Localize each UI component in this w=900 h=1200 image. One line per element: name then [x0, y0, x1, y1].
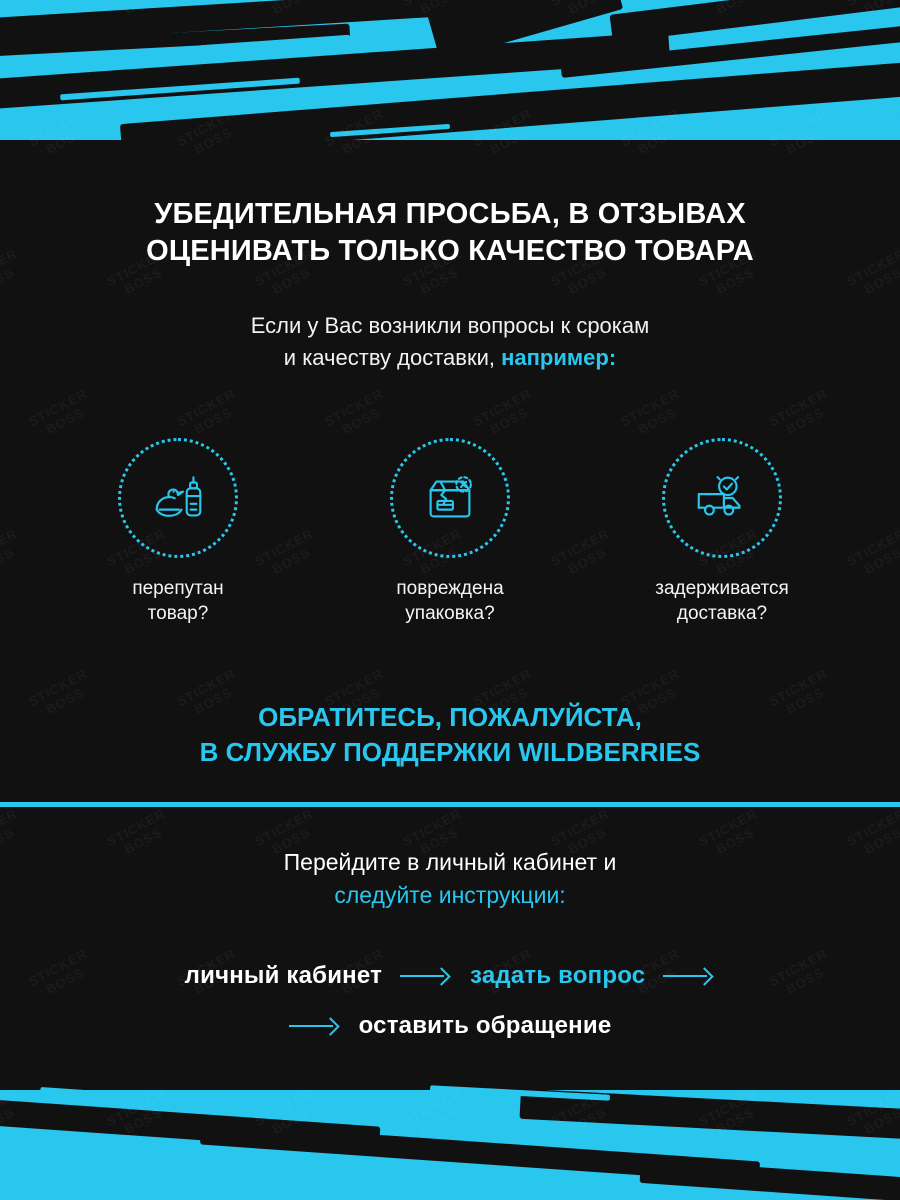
reason-caption-line2: товар? [147, 603, 209, 625]
reason-caption [132, 576, 223, 626]
baby-bottle-icon [147, 467, 209, 529]
reason-caption-line2: доставка? [676, 603, 768, 625]
reason-caption-line1: повреждена [396, 578, 504, 599]
page-title: УБЕДИТЕЛЬНАЯ ПРОСЬБА, В ОТЗЫВАХ ОЦЕНИВАТЬ ТОЛЬКО КАЧЕСТВО ТОВАРА [146, 198, 754, 268]
instructions-line2: следуйте инструкции: [334, 882, 566, 909]
reason-caption [396, 576, 503, 626]
subheadline-line2-plain: и качеству доставки, [283, 344, 502, 370]
reason-icon-circle [118, 438, 238, 558]
section-divider [0, 802, 900, 807]
arrow-right-icon [400, 969, 452, 983]
subheadline-line2-accent: например: [501, 344, 617, 370]
reason-item-damaged-package [355, 438, 545, 626]
reasons-row [0, 438, 900, 626]
cta-line1: ОБРАТИТЕСЬ, ПОЖАЛУЙСТА, [258, 702, 642, 732]
reason-caption-line1: перепутан [132, 578, 224, 599]
steps-flow [0, 962, 900, 1062]
subheadline-line1: Если у Вас возникли вопросы к срокам [250, 313, 650, 338]
reason-icon-circle [662, 438, 782, 558]
reason-icon-circle [390, 438, 510, 558]
step-leave-request: оставить обращение [358, 1012, 612, 1039]
step-ask-question: задать вопрос [470, 962, 646, 989]
cta-text [0, 700, 900, 770]
step-personal-account: личный кабинет [184, 962, 383, 989]
instructions-line1: Перейдите в личный кабинет и [283, 849, 617, 875]
steps-row-1 [0, 962, 900, 990]
cta-line2: В СЛУЖБУ ПОДДЕРЖКИ WILDBERRIES [199, 737, 701, 768]
instructions-heading [0, 846, 900, 913]
subheadline-line2 [90, 342, 810, 374]
arrow-right-icon [289, 1019, 341, 1033]
reason-item-mixed-product [83, 438, 273, 626]
reason-caption-line2: упаковка? [405, 603, 495, 625]
delivery-truck-icon [691, 467, 753, 529]
steps-row-2 [0, 1012, 900, 1040]
arrow-right-icon [663, 969, 715, 983]
reason-caption-line1: задерживается [655, 578, 789, 599]
damaged-package-icon [419, 467, 481, 529]
reason-caption [655, 576, 788, 626]
subheadline [0, 310, 900, 374]
reason-item-delayed-delivery [627, 438, 817, 626]
